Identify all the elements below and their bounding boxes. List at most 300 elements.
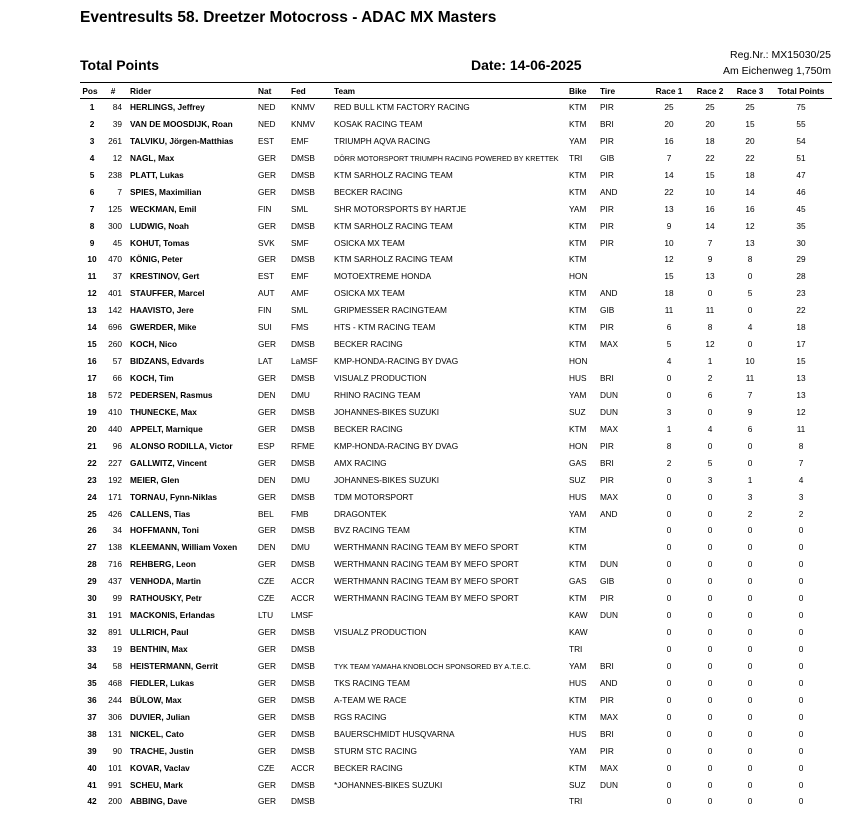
cell-race1: 8: [666, 440, 672, 451]
cell-bike: TRI: [569, 152, 583, 163]
table-row: [80, 743, 832, 760]
cell-total-points: 4: [798, 474, 804, 485]
cell-start-number: 84: [112, 102, 122, 112]
cell-tire: DUN: [600, 559, 618, 570]
cell-federation: EMF: [291, 135, 309, 146]
cell-tire: BRI: [600, 660, 614, 671]
cell-tire: AND: [600, 186, 618, 197]
cell-race3: 15: [745, 118, 755, 129]
cell-team: WERTHMANN RACING TEAM BY MEFO SPORT: [334, 593, 519, 604]
cell-rider: KOCH, Nico: [130, 339, 178, 350]
cell-team: OSICKA MX TEAM: [334, 288, 405, 299]
cell-pos: 3: [89, 135, 95, 146]
cell-nationality: GER: [258, 694, 276, 705]
cell-pos: 33: [87, 644, 97, 654]
cell-pos: 9: [89, 237, 95, 248]
table-row: [80, 235, 832, 252]
reg-number: Reg.Nr.: MX15030/25: [730, 49, 831, 61]
cell-race3: 0: [747, 457, 753, 468]
cell-total-points: 51: [796, 152, 806, 163]
event-meta: [723, 47, 831, 79]
cell-rider: KOCH, Tim: [130, 373, 174, 383]
cell-pos: 26: [87, 525, 97, 536]
cell-race2: 0: [707, 677, 713, 688]
cell-total-points: 0: [798, 660, 804, 671]
table-row: [80, 590, 832, 607]
cell-race1: 5: [666, 339, 672, 350]
cell-race3: 0: [747, 525, 753, 536]
table-row: [80, 218, 832, 235]
cell-federation: DMSB: [291, 339, 315, 350]
cell-pos: 15: [87, 339, 97, 350]
cell-tire: PIR: [600, 593, 614, 604]
cell-bike: YAM: [569, 508, 587, 519]
cell-tire: PIR: [600, 169, 614, 180]
cell-bike: TRI: [569, 796, 583, 807]
cell-total-points: 0: [798, 542, 804, 553]
cell-bike: TRI: [569, 644, 583, 654]
cell-pos: 11: [87, 271, 97, 282]
cell-race3: 0: [747, 728, 753, 739]
cell-start-number: 96: [112, 440, 122, 451]
cell-start-number: 260: [108, 339, 122, 350]
cell-start-number: 142: [108, 305, 122, 316]
cell-pos: 1: [89, 102, 95, 112]
cell-tire: BRI: [600, 457, 614, 468]
cell-bike: KTM: [569, 711, 587, 722]
cell-federation: DMSB: [291, 711, 315, 722]
cell-total-points: 0: [798, 525, 804, 536]
table-row: [80, 421, 832, 438]
cell-race1: 0: [666, 644, 672, 654]
cell-rider: BIDZANS, Edvards: [130, 356, 205, 367]
cell-nationality: FIN: [258, 305, 272, 316]
table-row: [80, 353, 832, 370]
cell-race2: 14: [705, 220, 715, 231]
cell-rider: KLEEMANN, William Voxen: [130, 542, 238, 553]
cell-rider: GALLWITZ, Vincent: [130, 457, 207, 468]
cell-race3: 0: [747, 762, 753, 773]
cell-nationality: EST: [258, 135, 275, 146]
cell-federation: DMSB: [291, 457, 315, 468]
cell-start-number: 192: [108, 474, 122, 485]
cell-tire: DUN: [600, 406, 618, 417]
cell-federation: LaMSF: [291, 356, 318, 367]
cell-pos: 21: [87, 440, 97, 451]
cell-bike: KTM: [569, 186, 587, 197]
cell-race3: 0: [747, 559, 753, 570]
cell-federation: DMSB: [291, 779, 315, 790]
cell-nationality: GER: [258, 457, 276, 468]
table-row: [80, 438, 832, 455]
cell-total-points: 0: [798, 644, 804, 654]
cell-race3: 0: [747, 779, 753, 790]
cell-team: VISUALZ PRODUCTION: [334, 373, 427, 383]
cell-race3: 0: [747, 796, 753, 807]
cell-federation: DMSB: [291, 627, 315, 638]
cell-race2: 5: [707, 457, 713, 468]
event-title: Eventresults 58. Dreetzer Motocross - ADAC MX Masters: [80, 9, 497, 26]
cell-race1: 1: [666, 423, 672, 434]
cell-tire: PIR: [600, 203, 614, 214]
cell-tire: BRI: [600, 728, 614, 739]
cell-race1: 0: [666, 796, 672, 807]
cell-tire: AND: [600, 288, 618, 299]
cell-race3: 9: [747, 406, 753, 417]
cell-race2: 0: [707, 508, 713, 519]
cell-pos: 8: [89, 220, 95, 231]
cell-tire: PIR: [600, 745, 614, 756]
cell-race1: 10: [664, 237, 674, 248]
cell-nationality: GER: [258, 779, 276, 790]
cell-team: KTM SARHOLZ RACING TEAM: [334, 254, 453, 265]
cell-race2: 0: [707, 745, 713, 756]
cell-race2: 0: [707, 491, 713, 502]
cell-team: JOHANNES-BIKES SUZUKI: [334, 406, 440, 417]
cell-start-number: 45: [112, 237, 122, 248]
cell-start-number: 227: [108, 457, 122, 468]
table-row: [80, 336, 832, 353]
cell-bike: YAM: [569, 389, 587, 400]
track-address: Am Eichenweg 1,750m: [723, 65, 831, 77]
cell-bike: HON: [569, 271, 588, 282]
table-row: [80, 370, 832, 387]
cell-team: GRIPMESSER RACINGTEAM: [334, 305, 447, 316]
cell-team: DRAGONTEK: [334, 508, 387, 519]
cell-bike: KTM: [569, 525, 587, 536]
col-num-header: #: [110, 86, 116, 96]
cell-pos: 16: [87, 356, 97, 367]
table-row: [80, 116, 832, 133]
cell-team: OSICKA MX TEAM: [334, 237, 405, 248]
cell-total-points: 3: [798, 491, 804, 502]
cell-pos: 23: [87, 474, 97, 485]
cell-race2: 18: [705, 135, 715, 146]
cell-tire: PIR: [600, 474, 614, 485]
cell-race1: 7: [666, 152, 672, 163]
cell-total-points: 0: [798, 779, 804, 790]
cell-nationality: GER: [258, 373, 276, 383]
cell-race2: 0: [707, 525, 713, 536]
cell-team: RED BULL KTM FACTORY RACING: [334, 102, 470, 112]
cell-tire: PIR: [600, 237, 614, 248]
cell-race2: 0: [707, 406, 713, 417]
cell-race3: 4: [747, 322, 753, 333]
cell-race3: 20: [745, 135, 755, 146]
cell-total-points: 13: [796, 389, 806, 400]
cell-rider: DUVIER, Julian: [130, 711, 190, 722]
cell-pos: 35: [87, 677, 97, 688]
cell-rider: NICKEL, Cato: [130, 728, 184, 739]
cell-tire: MAX: [600, 711, 618, 722]
cell-race1: 2: [666, 457, 672, 468]
cell-race3: 7: [747, 389, 753, 400]
cell-pos: 28: [87, 559, 97, 570]
cell-team: TKS RACING TEAM: [334, 677, 410, 688]
cell-race2: 13: [705, 271, 715, 282]
cell-pos: 22: [87, 457, 97, 468]
cell-team: TYK TEAM YAMAHA KNOBLOCH SPONSORED BY A.T.E.C.: [334, 661, 531, 671]
table-row: [80, 404, 832, 421]
cell-nationality: NED: [258, 102, 276, 112]
cell-tire: PIR: [600, 135, 614, 146]
table-row: [80, 99, 832, 116]
cell-race3: 0: [747, 745, 753, 756]
col-race1-header: Race 1: [655, 86, 683, 96]
table-body: [80, 99, 832, 810]
cell-rider: ABBING, Dave: [130, 796, 188, 807]
cell-federation: DMSB: [291, 644, 315, 654]
cell-nationality: CZE: [258, 576, 275, 587]
table-row: [80, 167, 832, 184]
cell-nationality: SUI: [258, 322, 272, 333]
cell-race1: 0: [666, 508, 672, 519]
cell-race1: 12: [664, 254, 674, 265]
cell-nationality: GER: [258, 254, 276, 265]
cell-bike: YAM: [569, 203, 587, 214]
cell-start-number: 138: [108, 542, 122, 553]
cell-race2: 12: [705, 339, 715, 350]
cell-bike: KTM: [569, 288, 587, 299]
cell-rider: HOFFMANN, Toni: [130, 525, 199, 536]
cell-nationality: SVK: [258, 237, 275, 248]
cell-total-points: 0: [798, 677, 804, 688]
table-row: [80, 302, 832, 319]
cell-rider: ULLRICH, Paul: [130, 627, 189, 638]
cell-nationality: BEL: [258, 508, 274, 519]
table-row: [80, 285, 832, 302]
col-bike-header: Bike: [569, 86, 587, 96]
cell-federation: KNMV: [291, 102, 315, 112]
cell-federation: FMB: [291, 508, 309, 519]
cell-total-points: 18: [796, 322, 806, 333]
cell-federation: DMSB: [291, 423, 315, 434]
cell-team: BAUERSCHMIDT HUSQVARNA: [334, 728, 455, 739]
table-row: [80, 268, 832, 285]
cell-federation: DMSB: [291, 745, 315, 756]
cell-race1: 0: [666, 660, 672, 671]
table-row: [80, 506, 832, 523]
cell-rider: HAAVISTO, Jere: [130, 305, 194, 316]
cell-bike: HUS: [569, 491, 587, 502]
cell-total-points: 15: [796, 356, 806, 367]
cell-federation: DMSB: [291, 660, 315, 671]
cell-race3: 14: [745, 186, 755, 197]
cell-rider: SCHEU, Mark: [130, 779, 184, 790]
table-row: [80, 455, 832, 472]
cell-total-points: 35: [796, 220, 806, 231]
cell-team: MOTOEXTREME HONDA: [334, 271, 432, 282]
results-table: [80, 83, 832, 810]
cell-start-number: 39: [112, 118, 122, 129]
col-nat-header: Nat: [258, 86, 272, 96]
cell-total-points: 22: [796, 305, 806, 316]
cell-total-points: 0: [798, 576, 804, 587]
cell-race2: 0: [707, 694, 713, 705]
cell-bike: SUZ: [569, 474, 586, 485]
cell-total-points: 23: [796, 288, 806, 299]
cell-team: KOSAK RACING TEAM: [334, 118, 423, 129]
cell-race1: 0: [666, 610, 672, 621]
cell-tire: MAX: [600, 491, 618, 502]
cell-total-points: 30: [796, 237, 806, 248]
cell-race3: 1: [747, 474, 753, 485]
cell-start-number: 7: [117, 186, 122, 197]
cell-race1: 22: [664, 186, 674, 197]
cell-race2: 0: [707, 779, 713, 790]
cell-start-number: 99: [112, 593, 122, 604]
cell-rider: RATHOUSKY, Petr: [130, 593, 202, 604]
cell-pos: 29: [87, 576, 97, 587]
cell-rider: THUNECKE, Max: [130, 406, 197, 417]
table-row: [80, 658, 832, 675]
cell-total-points: 13: [796, 373, 806, 383]
cell-race1: 20: [664, 118, 674, 129]
cell-nationality: DEN: [258, 542, 276, 553]
cell-pos: 40: [87, 762, 97, 773]
cell-pos: 27: [87, 542, 97, 553]
cell-race2: 0: [707, 796, 713, 807]
cell-start-number: 37: [112, 271, 122, 282]
cell-total-points: 54: [796, 135, 806, 146]
cell-nationality: GER: [258, 186, 276, 197]
cell-bike: HUS: [569, 677, 587, 688]
cell-race3: 0: [747, 610, 753, 621]
cell-pos: 39: [87, 745, 97, 756]
cell-rider: KOVAR, Vaclav: [130, 762, 190, 773]
cell-race2: 6: [707, 389, 713, 400]
cell-team: HTS - KTM RACING TEAM: [334, 322, 436, 333]
table-row: [80, 777, 832, 794]
cell-bike: HUS: [569, 728, 587, 739]
cell-federation: DMSB: [291, 373, 315, 383]
cell-race1: 0: [666, 745, 672, 756]
cell-nationality: GER: [258, 660, 276, 671]
table-row: [80, 251, 832, 268]
cell-nationality: CZE: [258, 593, 275, 604]
cell-pos: 36: [87, 694, 97, 705]
cell-start-number: 300: [108, 220, 122, 231]
cell-total-points: 12: [796, 406, 806, 417]
cell-race3: 2: [747, 508, 753, 519]
cell-total-points: 0: [798, 593, 804, 604]
cell-nationality: GER: [258, 152, 276, 163]
table-row: [80, 709, 832, 726]
cell-total-points: 7: [798, 457, 804, 468]
cell-pos: 17: [87, 373, 97, 383]
cell-race2: 16: [705, 203, 715, 214]
col-race3-header: Race 3: [736, 86, 764, 96]
cell-bike: KTM: [569, 220, 587, 231]
cell-race3: 8: [747, 254, 753, 265]
cell-start-number: 306: [108, 711, 122, 722]
cell-federation: DMSB: [291, 677, 315, 688]
cell-tire: PIR: [600, 694, 614, 705]
cell-start-number: 410: [108, 406, 122, 417]
cell-pos: 19: [87, 406, 97, 417]
cell-team: BVZ RACING TEAM: [334, 525, 410, 536]
cell-pos: 34: [87, 660, 97, 671]
cell-pos: 5: [89, 169, 95, 180]
cell-race2: 0: [707, 440, 713, 451]
cell-start-number: 716: [108, 559, 122, 570]
cell-bike: YAM: [569, 745, 587, 756]
cell-race2: 0: [707, 610, 713, 621]
cell-total-points: 0: [798, 762, 804, 773]
table-row: [80, 184, 832, 201]
cell-race1: 0: [666, 474, 672, 485]
cell-race3: 10: [745, 356, 755, 367]
cell-start-number: 125: [108, 203, 122, 214]
cell-race1: 4: [666, 356, 672, 367]
cell-rider: TALVIKU, Jörgen-Matthias: [130, 135, 234, 146]
cell-federation: DMSB: [291, 728, 315, 739]
cell-rider: PLATT, Lukas: [130, 169, 184, 180]
cell-total-points: 11: [796, 423, 806, 434]
cell-federation: ACCR: [291, 762, 315, 773]
cell-race3: 22: [745, 152, 755, 163]
cell-pos: 31: [87, 610, 97, 621]
cell-race1: 11: [664, 305, 674, 316]
cell-rider: KÖNIG, Peter: [130, 254, 183, 265]
cell-race1: 15: [664, 271, 674, 282]
cell-race1: 0: [666, 491, 672, 502]
cell-race3: 13: [745, 237, 755, 248]
cell-race3: 0: [747, 576, 753, 587]
cell-race1: 0: [666, 593, 672, 604]
cell-pos: 41: [87, 779, 97, 790]
cell-bike: KTM: [569, 169, 587, 180]
cell-federation: SML: [291, 305, 309, 316]
cell-race1: 18: [664, 288, 674, 299]
cell-federation: ACCR: [291, 576, 315, 587]
cell-race1: 0: [666, 762, 672, 773]
cell-bike: KTM: [569, 423, 587, 434]
cell-start-number: 468: [108, 677, 122, 688]
table-row: [80, 573, 832, 590]
cell-race2: 0: [707, 542, 713, 553]
cell-start-number: 200: [108, 796, 122, 807]
cell-total-points: 2: [798, 508, 804, 519]
cell-rider: MEIER, Glen: [130, 474, 180, 485]
cell-pos: 38: [87, 728, 97, 739]
cell-rider: NAGL, Max: [130, 152, 175, 163]
col-rider-header: Rider: [130, 86, 152, 96]
cell-bike: KTM: [569, 254, 587, 265]
cell-race3: 3: [747, 491, 753, 502]
cell-federation: DMU: [291, 389, 310, 400]
cell-tire: GIB: [600, 152, 615, 163]
table-row: [80, 150, 832, 167]
cell-start-number: 101: [108, 762, 122, 773]
cell-nationality: FIN: [258, 203, 272, 214]
cell-race3: 0: [747, 593, 753, 604]
cell-race2: 7: [707, 237, 713, 248]
cell-tire: DUN: [600, 610, 618, 621]
cell-start-number: 261: [108, 135, 122, 146]
cell-team: WERTHMANN RACING TEAM BY MEFO SPORT: [334, 542, 519, 553]
cell-pos: 13: [87, 305, 97, 316]
cell-total-points: 28: [796, 271, 806, 282]
col-total-header: Total Points: [777, 86, 825, 96]
cell-race2: 1: [707, 356, 713, 367]
cell-tire: BRI: [600, 118, 614, 129]
cell-total-points: 0: [798, 796, 804, 807]
cell-rider: KOHUT, Tomas: [130, 237, 190, 248]
cell-federation: LMSF: [291, 610, 314, 621]
cell-race1: 0: [666, 525, 672, 536]
cell-team: TDM MOTORSPORT: [334, 491, 414, 502]
